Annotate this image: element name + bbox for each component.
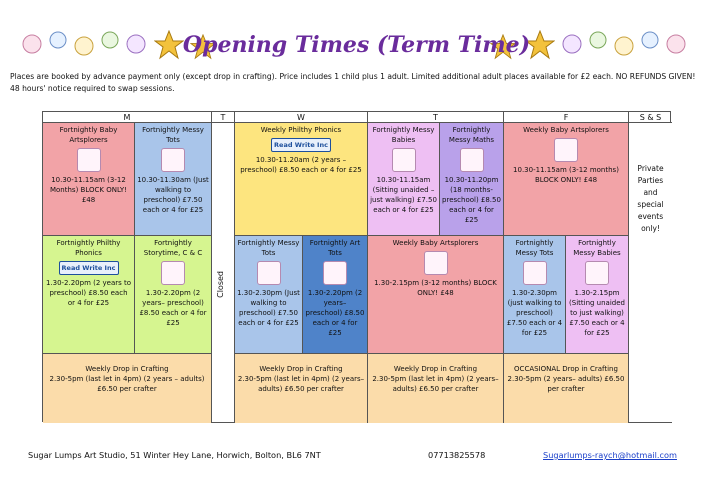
messy-tots-logo-icon: [161, 148, 185, 172]
messy-babies-logo-icon: [392, 148, 416, 172]
session-details: 1.30-2.20pm (2 years to preschool) £8.50 each or 4 for £25: [45, 279, 132, 307]
session-title: Weekly Philthy Phonics: [260, 126, 342, 134]
session-fri-am: [504, 123, 629, 236]
crafting-mon: [43, 354, 212, 423]
messy-maths-logo-icon: [460, 148, 484, 172]
day-header-weekend: S & S: [629, 112, 672, 123]
art-tots-logo-icon: [323, 261, 347, 285]
day-header-wed: W: [235, 112, 368, 123]
read-write-inc-logo: Read Write Inc: [271, 138, 331, 152]
closed-label: Closed: [216, 271, 225, 298]
session-title: Fortnightly Philthy Phonics: [56, 239, 121, 257]
session-title: Fortnightly Messy Tots: [515, 239, 554, 257]
session-details: 1.30-2.15pm (Sitting unaided to just walking) £7.50 each or 4 for £25: [569, 289, 625, 337]
session-details: 1.30-2.15pm (3-12 months) BLOCK ONLY! £48: [374, 279, 497, 297]
session-mon-pm-2: [135, 236, 212, 354]
session-title: Fortnightly Messy Maths: [448, 126, 495, 144]
crafting-thu: [368, 354, 504, 423]
session-title: Weekly Drop in Crafting: [393, 365, 478, 373]
messy-babies-logo-icon: [585, 261, 609, 285]
session-title: Weekly Baby Artsplorers: [523, 126, 609, 134]
booking-notice: Places are booked by advance payment only (except drop in crafting). Price includes 1 child plus 1 adult. Limited additional adult places available for £2 each. NO REFUNDS GIVEN! 48 hours' notice required to swap sessions.: [10, 72, 696, 93]
session-thu-pm: [368, 236, 504, 354]
session-title: Weekly Drop in Crafting: [259, 365, 343, 373]
session-details: 10.30-11.15am (Sitting unaided – just walking) £7.50 each or 4 for £25: [370, 176, 437, 214]
page-title: Opening Times (Term Time): [182, 32, 531, 58]
storytime-logo-icon: [161, 261, 185, 285]
session-details: 1.30-2.30pm (Just walking to preschool) £7.50 each or 4 for £25: [237, 289, 300, 327]
messy-tots-logo-icon: [523, 261, 547, 285]
session-title: Fortnightly Messy Tots: [142, 126, 204, 144]
session-mon-am-1: [43, 123, 135, 236]
session-title: Fortnightly Storytime, C & C: [143, 239, 203, 257]
session-details: 2.30-5pm (2 years– adults) £6.50 per crafter: [507, 375, 625, 393]
read-write-inc-logo: Read Write Inc: [59, 261, 119, 275]
session-wed-pm-1: [235, 236, 303, 354]
session-mon-pm-1: [43, 236, 135, 354]
day-header-fri: F: [504, 112, 629, 123]
session-thu-am-1: [368, 123, 440, 236]
session-mon-am-2: [135, 123, 212, 236]
session-thu-am-2: [440, 123, 504, 236]
session-details: 10.30-11.15am (3-12 months) BLOCK ONLY! £48: [513, 166, 619, 184]
session-details: 2.30-5pm (last let in 4pm) (2 years– adults) £6.50 per crafter: [372, 375, 499, 393]
session-fri-pm-2: [566, 236, 629, 354]
artsplorers-logo-icon: [77, 148, 101, 172]
session-details: 1.30-2.30pm (just walking to preschool) £7.50 each or 4 for £25: [506, 289, 563, 337]
session-details: 10.30-11.30am (Just walking to preschool) £7.50 each or 4 for £25: [137, 176, 209, 214]
artsplorers-logo-icon: [554, 138, 578, 162]
session-wed-pm-2: [303, 236, 368, 354]
session-fri-pm-1: [504, 236, 566, 354]
footer-phone: 07713825578: [428, 450, 486, 460]
messy-tots-logo-icon: [257, 261, 281, 285]
session-details: 1.30-2.20pm (2 years– preschool) £8.50 each or 4 for £25: [305, 289, 365, 337]
footer-address: Sugar Lumps Art Studio, 51 Winter Hey Lane, Horwich, Bolton, BL6 7NT: [28, 450, 321, 460]
timetable: [42, 111, 671, 422]
session-title: OCCASIONAL Drop in Crafting: [514, 365, 618, 373]
weekend-text: Private Parties and special events only!: [637, 164, 664, 233]
session-details: 2.30-5pm (last let in 4pm) (2 years – adults) £6.50 per crafter: [49, 375, 205, 393]
day-header-thu: T: [368, 112, 504, 123]
session-title: Fortnightly Baby Artsplorers: [59, 126, 118, 144]
session-details: 10.30-11.15am (3-12 Months) BLOCK ONLY! £48: [49, 176, 127, 204]
day-header-tue: T: [212, 112, 235, 123]
session-title: Weekly Baby Artsplorers: [392, 239, 479, 247]
session-details: 10.30-11.20pm (18 months-preschool) £8.50 each or 4 for £25: [442, 176, 501, 224]
footer-email-link[interactable]: Sugarlumps-raych@hotmail.com: [543, 450, 677, 460]
session-title: Fortnightly Messy Babies: [372, 126, 435, 144]
crafting-fri: [504, 354, 629, 423]
day-header-mon: M: [43, 112, 212, 123]
weekend-column: [629, 123, 672, 423]
session-title: Fortnightly Messy Babies: [573, 239, 621, 257]
session-details: 2.30-5pm (last let in 4pm) (2 years– adults) £6.50 per crafter: [237, 375, 365, 393]
session-details: 10.30-11.20am (2 years – preschool) £8.50 each or 4 for £25: [240, 156, 362, 174]
artsplorers-logo-icon: [424, 251, 448, 275]
session-title: Fortnightly Art Tots: [309, 239, 361, 257]
crafting-wed: [235, 354, 368, 423]
session-details: 1.30-2.20pm (2 years– preschool) £8.50 each or 4 for £25: [139, 289, 207, 327]
closed-column: [212, 123, 235, 423]
header: [0, 0, 713, 70]
session-title: Weekly Drop in Crafting: [85, 365, 169, 373]
session-title: Fortnightly Messy Tots: [237, 239, 300, 257]
session-wed-am: [235, 123, 368, 236]
